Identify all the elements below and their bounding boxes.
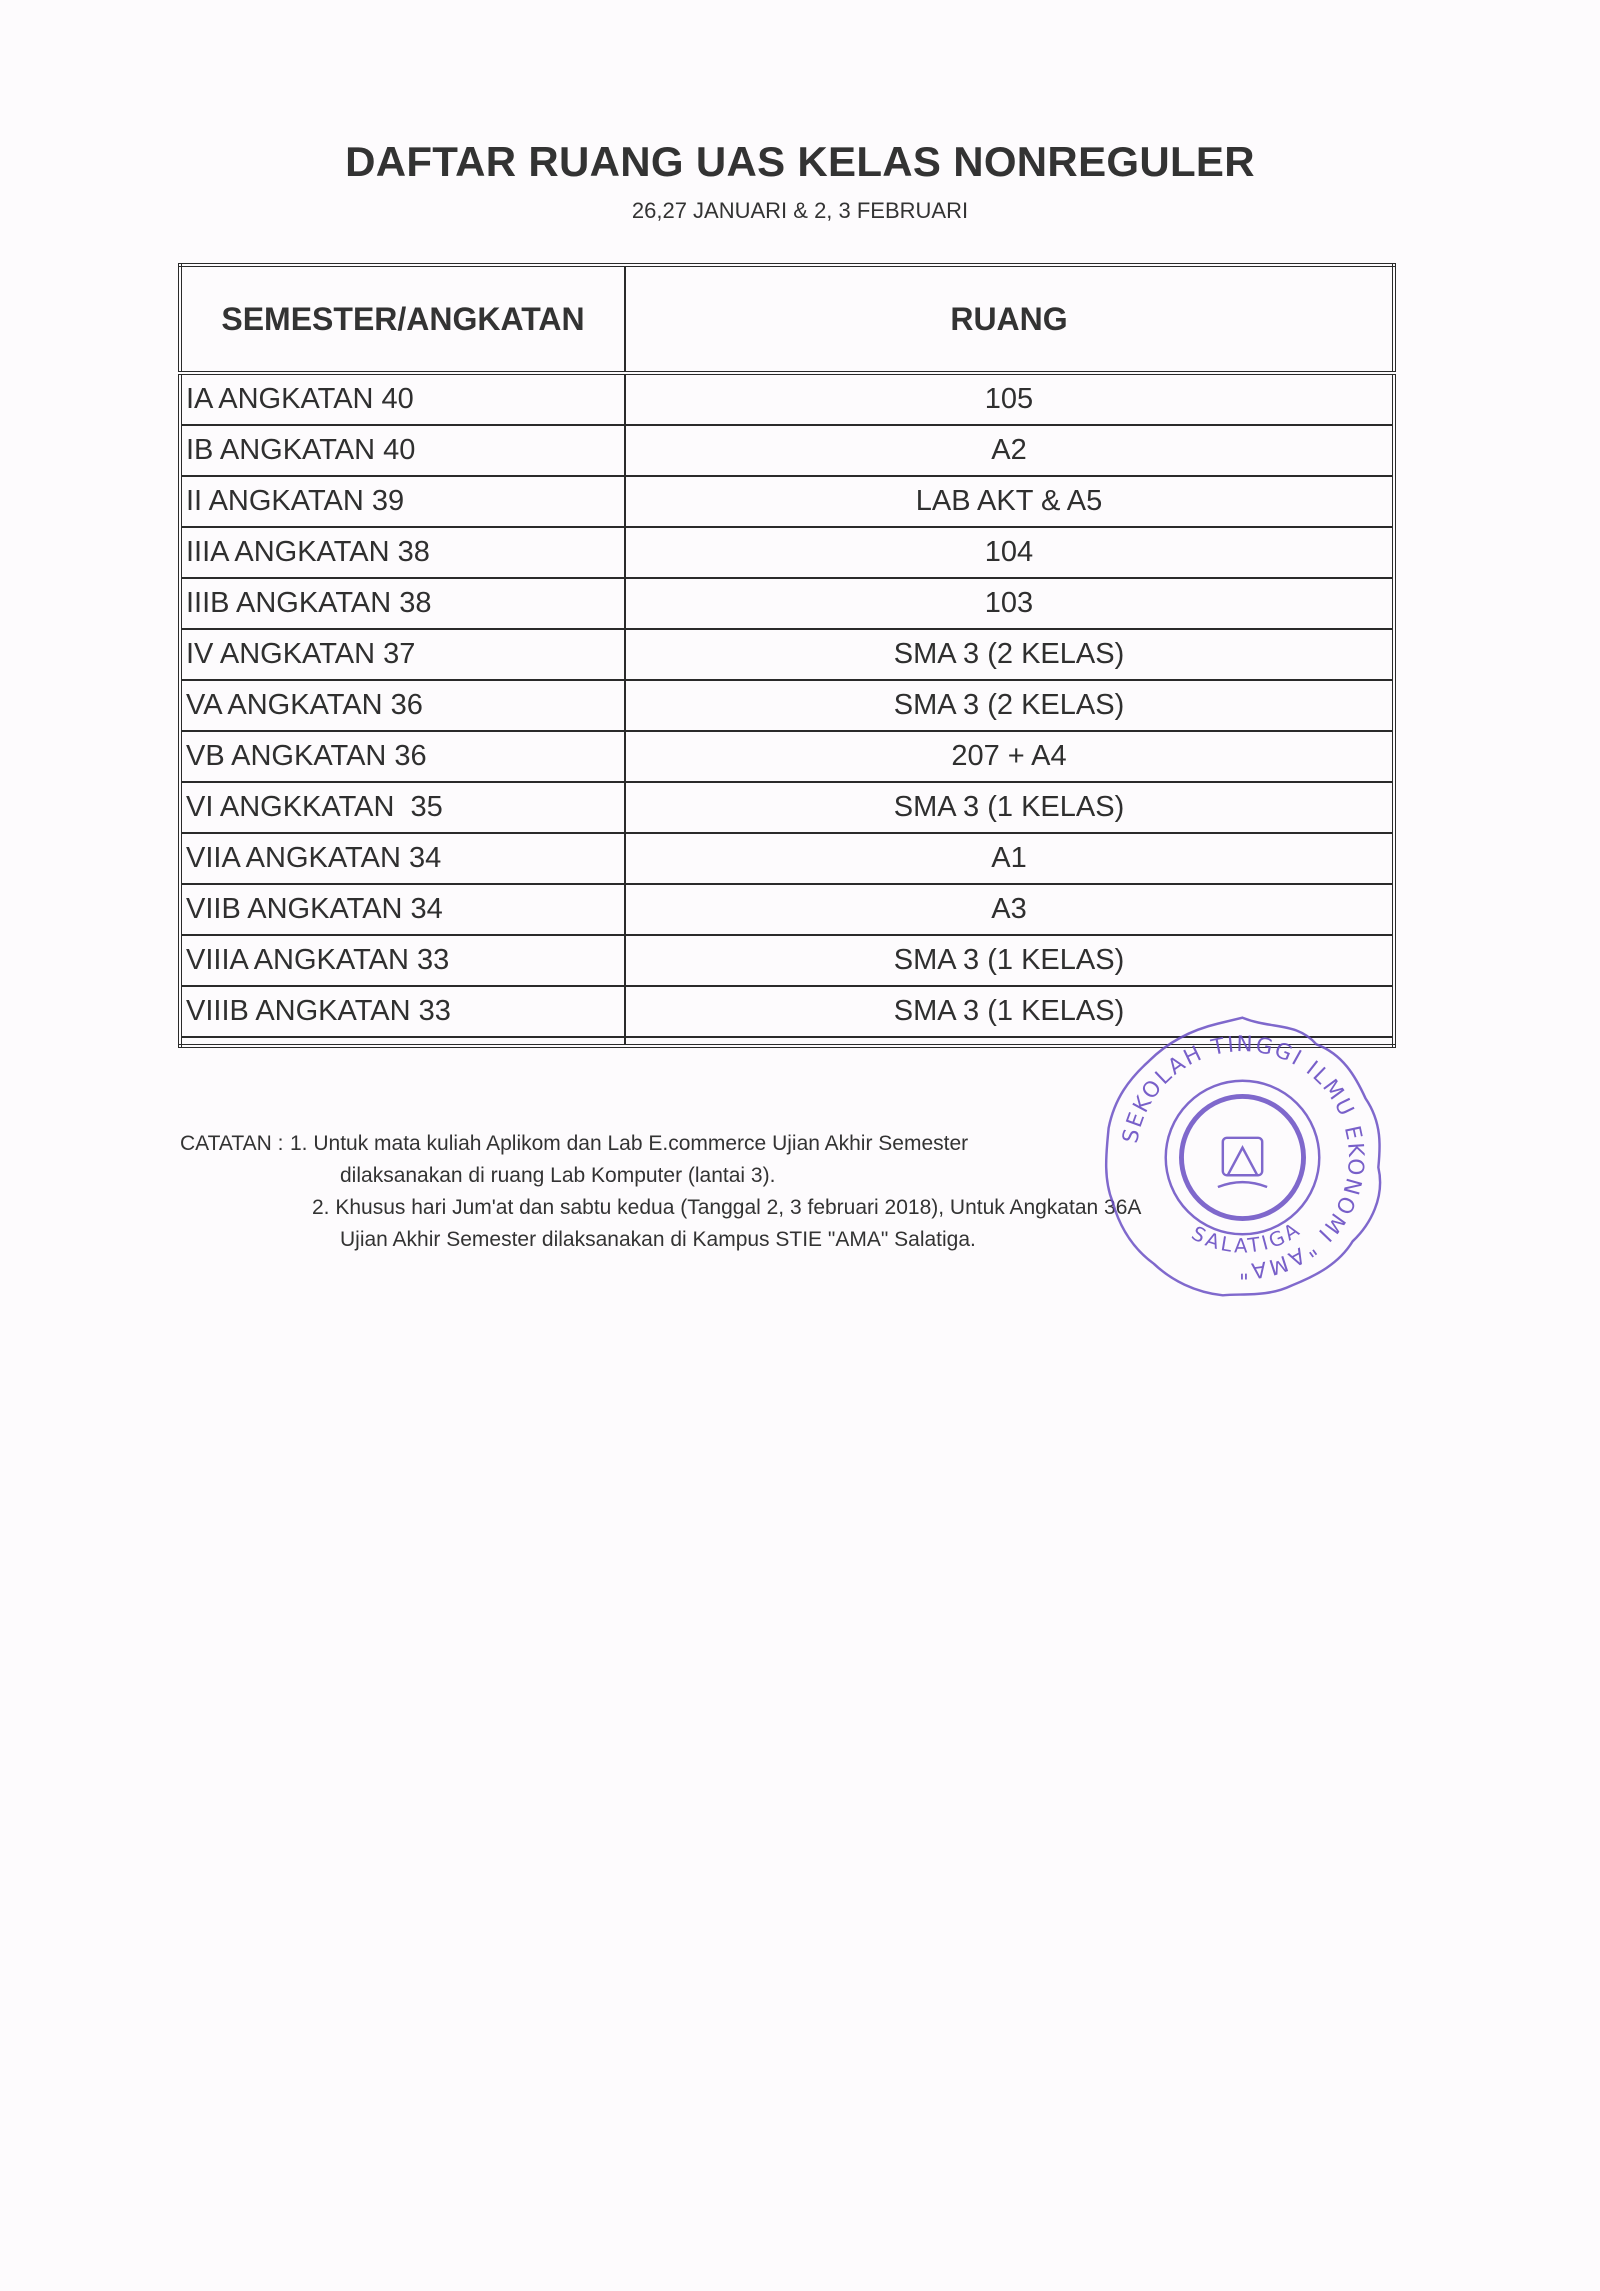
page-subtitle: 26,27 JANUARI & 2, 3 FEBRUARI	[631, 198, 969, 223]
cell-semester: VA ANGKATAN 36	[180, 680, 625, 731]
room-table-container	[178, 263, 1392, 1048]
cell-ruang: SMA 3 (2 KELAS)	[625, 629, 1394, 680]
cell-ruang: 105	[625, 373, 1394, 425]
cell-ruang: A2	[625, 425, 1394, 476]
table-row	[180, 578, 1394, 629]
note-1-line-2: dilaksanakan di ruang Lab Komputer (lantai 3).	[340, 1164, 776, 1187]
table-row	[180, 731, 1394, 782]
cell-ruang: 103	[625, 578, 1394, 629]
table-row	[180, 425, 1394, 476]
institution-stamp-icon	[1085, 1000, 1400, 1315]
notes-label: CATATAN :	[180, 1132, 284, 1155]
note-2-line-1: 2. Khusus hari Jum'at dan sabtu kedua (Tanggal 2, 3 februari 2018), Untuk Angkatan 36A	[312, 1196, 1142, 1219]
cell-ruang: SMA 3 (1 KELAS)	[625, 986, 1394, 1037]
note-1-line-1	[180, 1128, 1141, 1160]
table-row	[180, 833, 1394, 884]
cell-semester: II ANGKATAN 39	[180, 476, 625, 527]
cell-semester: IIIB ANGKATAN 38	[180, 578, 625, 629]
note-2-line-2: Ujian Akhir Semester dilaksanakan di Kampus STIE "AMA" Salatiga.	[340, 1228, 976, 1251]
header-semester: SEMESTER/ANGKATAN	[180, 265, 625, 373]
table-header-row	[180, 265, 1394, 373]
cell-ruang: LAB AKT & A5	[625, 476, 1394, 527]
table-row	[180, 680, 1394, 731]
cell-semester: VIIIA ANGKATAN 33	[180, 935, 625, 986]
cell-semester: IA ANGKATAN 40	[180, 373, 625, 425]
notes-section	[180, 1128, 1141, 1256]
table-row	[180, 935, 1394, 986]
spacer-cell	[180, 1037, 625, 1046]
cell-semester: IB ANGKATAN 40	[180, 425, 625, 476]
cell-semester: VIIA ANGKATAN 34	[180, 833, 625, 884]
room-table	[178, 263, 1396, 1048]
stamp-ring-text: SEKOLAH TINGGI ILMU EKONOMI "AMA"	[1118, 1031, 1369, 1283]
stamp-bottom-text: SALATIGA	[1187, 1216, 1306, 1258]
table-row	[180, 373, 1394, 425]
cell-semester: VB ANGKATAN 36	[180, 731, 625, 782]
cell-ruang: 207 + A4	[625, 731, 1394, 782]
cell-ruang: SMA 3 (1 KELAS)	[625, 782, 1394, 833]
cell-ruang: A3	[625, 884, 1394, 935]
table-row	[180, 629, 1394, 680]
cell-semester: IV ANGKATAN 37	[180, 629, 625, 680]
cell-semester: VIIIB ANGKATAN 33	[180, 986, 625, 1037]
cell-semester: VI ANGKKATAN 35	[180, 782, 625, 833]
header-ruang: RUANG	[625, 265, 1394, 373]
cell-ruang: A1	[625, 833, 1394, 884]
table-row	[180, 782, 1394, 833]
cell-ruang: 104	[625, 527, 1394, 578]
table-row	[180, 527, 1394, 578]
cell-ruang: SMA 3 (1 KELAS)	[625, 935, 1394, 986]
table-row	[180, 476, 1394, 527]
cell-ruang: SMA 3 (2 KELAS)	[625, 680, 1394, 731]
cell-semester: IIIA ANGKATAN 38	[180, 527, 625, 578]
cell-semester: VIIB ANGKATAN 34	[180, 884, 625, 935]
page-title: DAFTAR RUANG UAS KELAS NONREGULER	[345, 138, 1255, 185]
note-1-text: 1. Untuk mata kuliah Aplikom dan Lab E.commerce Ujian Akhir Semester	[290, 1132, 969, 1155]
table-row	[180, 884, 1394, 935]
